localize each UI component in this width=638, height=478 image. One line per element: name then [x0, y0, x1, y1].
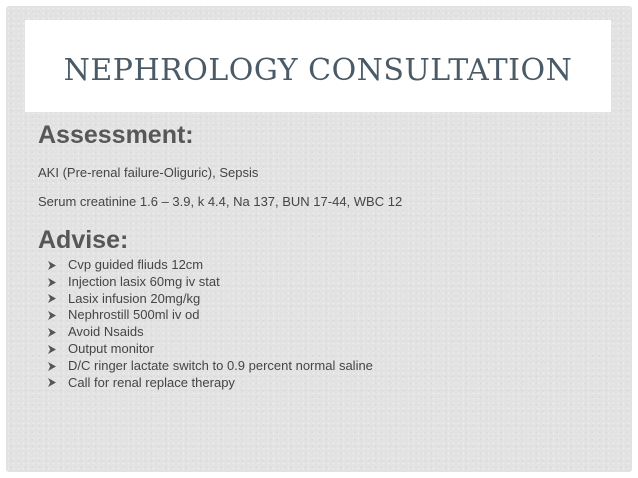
advise-list — [38, 257, 618, 391]
assessment-heading: Assessment: — [38, 121, 194, 149]
arrowhead-bullet-icon — [48, 362, 56, 371]
advise-item-text: Cvp guided fliuds 12cm — [68, 257, 204, 272]
slide-title: NEPHROLOGY CONSULTATION — [63, 52, 573, 88]
arrowhead-bullet-icon — [48, 378, 56, 387]
list-item — [48, 274, 618, 291]
arrowhead-bullet-icon — [48, 278, 56, 287]
advise-item-text: Call for renal replace therapy — [68, 374, 235, 390]
slide — [6, 6, 632, 472]
list-item — [48, 341, 618, 358]
advise-item-text: Nephrostill 500ml iv od — [68, 307, 200, 323]
list-item — [48, 307, 618, 324]
assessment-diagnosis: AKI (Pre-renal failure-Oliguric), Sepsis — [38, 165, 259, 180]
list-item — [48, 375, 618, 392]
advise-item-text: Output monitor — [68, 340, 154, 356]
advise-heading: Advise: — [38, 226, 129, 254]
advise-item-text: Avoid Nsaids — [68, 324, 144, 340]
advise-item-text: D/C ringer lactate switch to 0.9 percent normal saline — [68, 357, 373, 373]
arrowhead-bullet-icon — [48, 345, 56, 354]
arrowhead-bullet-icon — [48, 328, 56, 337]
advise-item-text: Injection lasix 60mg iv stat — [68, 273, 220, 289]
arrowhead-bullet-icon — [48, 311, 56, 320]
arrowhead-bullet-icon — [48, 261, 56, 270]
arrowhead-bullet-icon — [48, 294, 56, 303]
title-box — [25, 20, 611, 112]
assessment-labs: Serum creatinine 1.6 – 3.9, k 4.4, Na 137, BUN 17-44, WBC 12 — [38, 194, 403, 209]
advise-item-text: Lasix infusion 20mg/kg — [68, 290, 201, 306]
list-item — [48, 358, 618, 375]
list-item — [48, 324, 618, 341]
list-item — [48, 257, 618, 274]
slide-content — [38, 120, 618, 391]
list-item — [48, 291, 618, 308]
